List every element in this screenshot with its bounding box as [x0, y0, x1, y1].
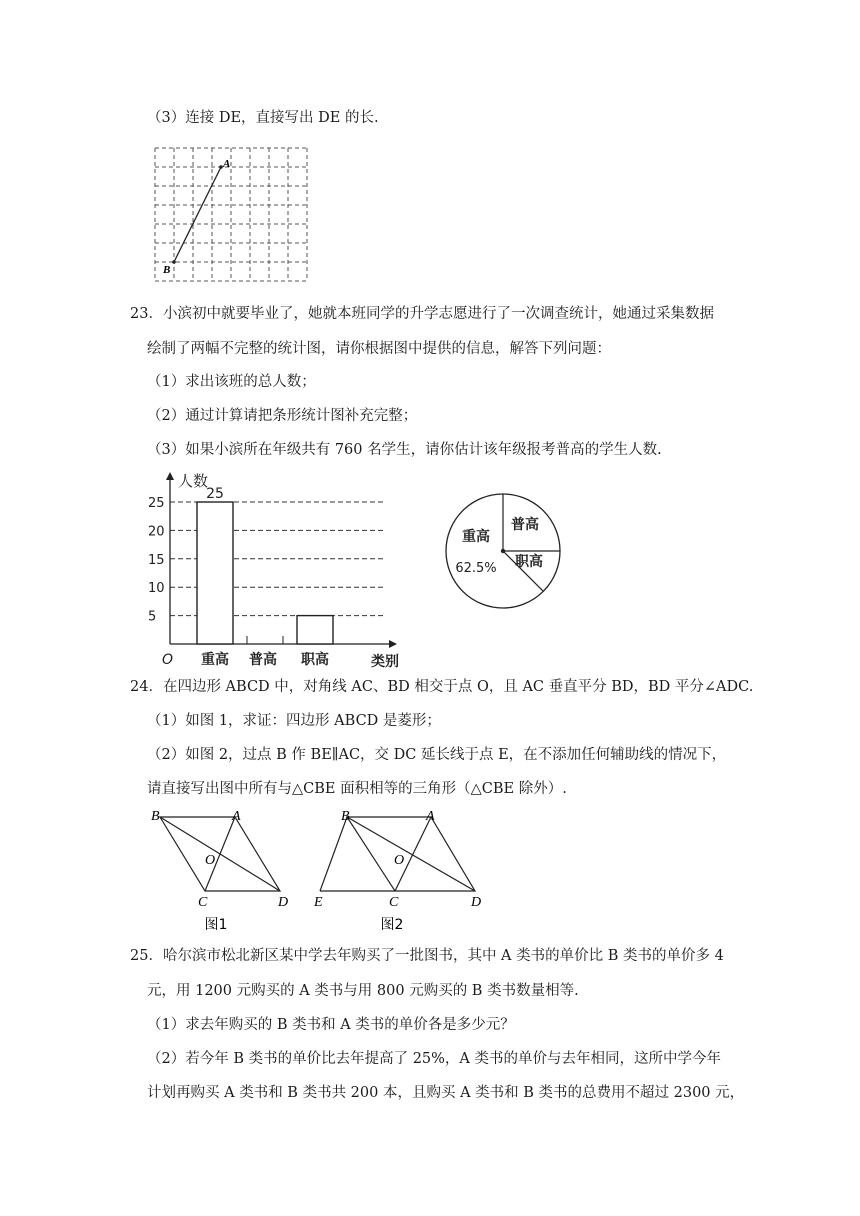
fig2-caption: 图2: [380, 917, 404, 933]
q25-part2-line1: （2）若今年 B 类书的单价比去年提高了 25%，A 类书的单价与去年相同，这所中学今年: [147, 1051, 722, 1067]
q24-intro: 24．在四边形 ABCD 中，对角线 AC、BD 相交于点 O，且 AC 垂直平分 BD，BD 平分∠ADC.: [130, 679, 754, 695]
x-tick-label: 重高: [201, 652, 229, 668]
x-tick-label: 普高: [249, 652, 277, 668]
bar-data-label: 25: [206, 486, 224, 502]
bar: [197, 502, 233, 644]
fig2-label-a: A: [426, 809, 435, 824]
y-tick-label: 20: [148, 524, 165, 540]
figure-2: [310, 805, 495, 935]
fig1-label-a: A: [232, 809, 241, 824]
point-b-label: B: [163, 264, 171, 276]
fig1-label-c: C: [198, 895, 208, 910]
q24-part2-line1: （2）如图 2，过点 B 作 BE∥AC，交 DC 延长线于点 E，在不添加任何辅助线的情况下，: [147, 747, 727, 763]
y-tick-label: 5: [148, 609, 157, 625]
pie-center-dot: [501, 549, 505, 553]
q23-part1: （1）求出该班的总人数；: [147, 374, 316, 390]
fig1-label-o: O: [205, 853, 216, 868]
q24-part1: （1）如图 1，求证：四边形 ABCD 是菱形；: [147, 713, 441, 729]
x-tick-label: 职高: [301, 652, 329, 668]
q23-intro-line2: 绘制了两幅不完整的统计图，请你根据图中提供的信息，解答下列问题：: [147, 341, 611, 357]
pie-slice-label: 重高: [462, 529, 490, 545]
fig2-label-o: O: [394, 853, 405, 868]
pie-slice-label: 普高: [511, 517, 539, 533]
fig2-label-e: E: [314, 895, 323, 910]
y-tick-label: 15: [148, 552, 165, 568]
q25-part1: （1）求去年购买的 B 类书和 A 类书的单价各是多少元？: [147, 1017, 515, 1033]
pie-slice-percent: 62.5%: [455, 561, 497, 576]
fig2-label-d: D: [471, 895, 482, 910]
segment-ab: [174, 167, 221, 262]
q23-intro-line1: 23．小滨初中就要毕业了，她就本班同学的升学志愿进行了一次调查统计，她通过采集数据: [130, 306, 714, 322]
figure-1: [145, 805, 295, 935]
fig1-label-d: D: [278, 895, 289, 910]
q23-part2: （2）通过计算请把条形统计图补充完整；: [147, 408, 418, 424]
origin-label: O: [162, 652, 174, 668]
y-tick-label: 10: [148, 581, 165, 597]
q23-part3: （3）如果小滨所在年级共有 760 名学生，请你估计该年级报考普高的学生人数.: [147, 442, 662, 458]
q25-part2-line2: 计划再购买 A 类书和 B 类书共 200 本，且购买 A 类书和 B 类书的总费用不超过 2300 元，: [147, 1085, 745, 1101]
bar-chart: [135, 462, 410, 672]
grid-figure: [150, 140, 310, 290]
point-a-label: A: [223, 158, 231, 170]
fig2-label-c: C: [389, 895, 399, 910]
y-tick-label: 25: [148, 496, 165, 511]
x-axis-arrow: [389, 640, 397, 648]
bar: [297, 616, 333, 644]
x-axis-label: 类别: [371, 654, 399, 670]
q25-intro-line2: 元，用 1200 元购买的 A 类书与用 800 元购买的 B 类书数量相等.: [147, 983, 579, 999]
y-axis-label: 人数: [178, 472, 209, 490]
fig2-label-b: B: [341, 809, 350, 824]
q24-part2-line2: 请直接写出图中所有与△CBE 面积相等的三角形（△CBE 除外）.: [147, 781, 567, 797]
pie-slice-label: 职高: [515, 554, 543, 570]
q22-part3-text: （3）连接 DE，直接写出 DE 的长.: [147, 110, 379, 126]
q25-intro-line1: 25．哈尔滨市松北新区某中学去年购买了一批图书，其中 A 类书的单价比 B 类书的单价多 4: [130, 948, 724, 964]
pie-chart: [438, 484, 568, 614]
y-axis-arrow: [166, 472, 174, 480]
fig1-caption: 图1: [204, 917, 228, 933]
fig1-label-b: B: [151, 809, 160, 824]
